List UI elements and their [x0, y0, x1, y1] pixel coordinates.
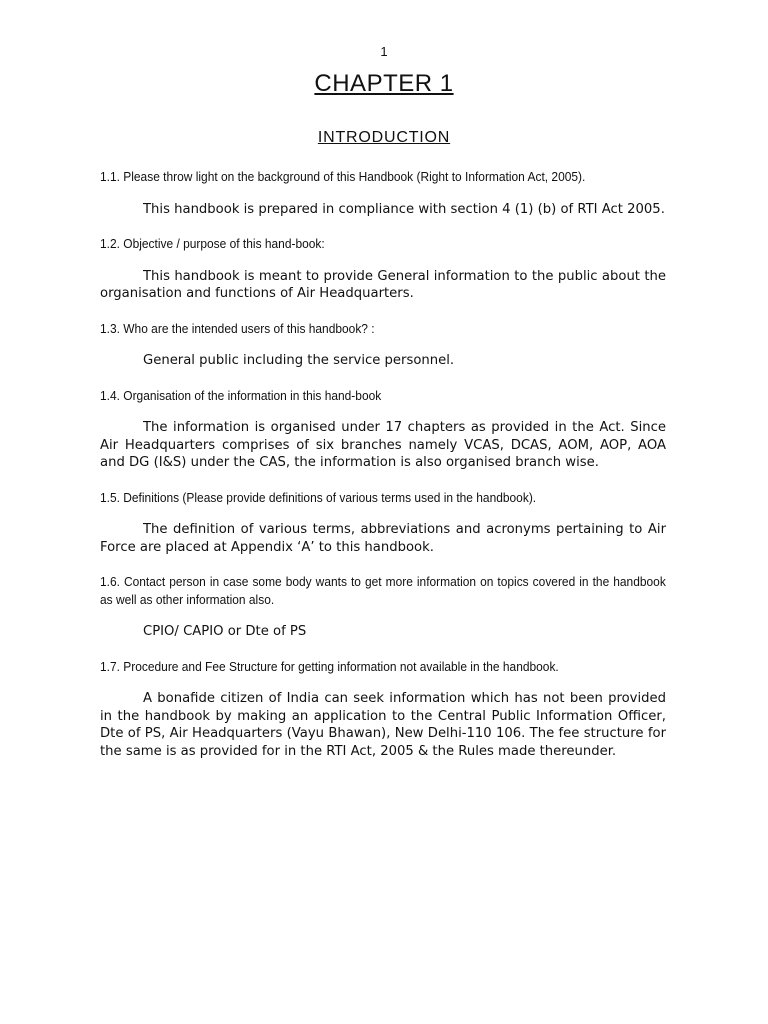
document-body [100, 168, 666, 760]
question-1-7: 1.7. Procedure and Fee Structure for getting information not available in the handbook. [100, 658, 559, 674]
section-title: INTRODUCTION [317, 129, 451, 146]
answer-1-3: General public including the service personnel. [143, 353, 455, 368]
answer-1-7: A bonafide citizen of India can seek information which has not been provided in the handbook by making an application to the Central Public Information Officer, Dte of PS, Air Headquarters (Vayu Bhawan), New Delhi-110 106. The fee structure for the same is as provided for in the RTI Act, 2005 & the Rules made thereunder. [100, 691, 666, 759]
answer-1-5: The definition of various terms, abbreviations and acronyms pertaining to Air Force are placed at Appendix ‘A’ to this handbook. [100, 522, 666, 555]
answer-1-6: CPIO/ CAPIO or Dte of PS [143, 624, 307, 639]
answer-1-2: This handbook is meant to provide General information to the public about the organisation and functions of Air Headquarters. [100, 268, 666, 301]
answer-1-1: This handbook is prepared in compliance with section 4 (1) (b) of RTI Act 2005. [143, 201, 665, 217]
question-1-1: 1.1. Please throw light on the background of this Handbook (Right to Information Act, 2005). [100, 169, 586, 184]
question-1-2: 1.2. Objective / purpose of this hand-book: [100, 236, 325, 251]
chapter-title: CHAPTER 1 [314, 70, 454, 97]
answer-1-4: The information is organised under 17 chapters as provided in the Act. Since Air Headquarters comprises of six branches namely VCAS, DCAS, AOM, AOP, AOA and DG (I&S) under the CAS, the information is also organised branch wise. [100, 420, 666, 470]
question-1-6: 1.6. Contact person in case some body wants to get more information on topics covered in the handbook as well as other information also. [100, 574, 666, 607]
question-1-5: 1.5. Definitions (Please provide definitions of various terms used in the handbook). [100, 489, 537, 505]
question-1-3: 1.3. Who are the intended users of this handbook? : [100, 320, 375, 336]
question-1-4: 1.4. Organisation of the information in this hand-book [100, 387, 382, 403]
page-number: 1 [380, 44, 388, 59]
